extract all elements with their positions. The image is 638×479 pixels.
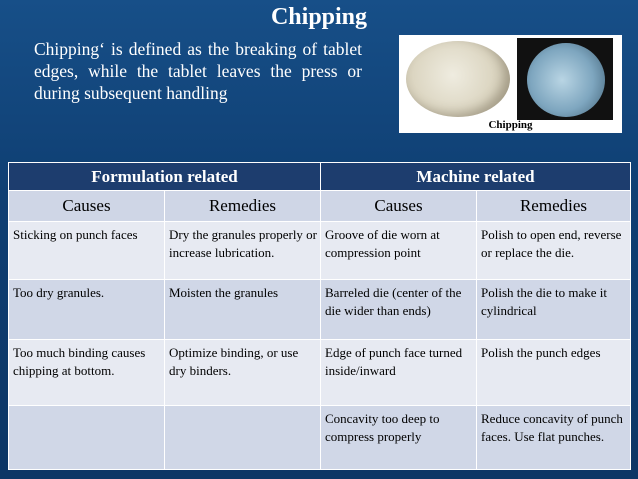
subheader-remedies: Remedies	[165, 191, 321, 222]
figure-caption: Chipping	[488, 119, 533, 131]
table-cell: Too much binding causes chipping at bottom.	[9, 340, 165, 406]
table-cell: Concavity too deep to compress properly	[321, 406, 477, 470]
table-row	[9, 280, 631, 340]
table-cell: Polish the punch edges	[477, 340, 631, 406]
group-header-formulation: Formulation related	[9, 163, 321, 191]
page-title: Chipping	[270, 4, 368, 30]
subheader-remedies: Remedies	[477, 191, 631, 222]
table-cell: Groove of die worn at compression point	[321, 222, 477, 280]
white-tablet-image	[406, 41, 510, 117]
table-cell: Moisten the granules	[165, 280, 321, 340]
table-cell: Sticking on punch faces	[9, 222, 165, 280]
table-row	[9, 340, 631, 406]
intro-paragraph: Chipping‘ is defined as the breaking of tablet edges, while the tablet leaves the press or during subsequent handling	[34, 39, 362, 103]
blue-tablet-image	[527, 43, 605, 117]
table-cell: Dry the granules properly or increase lubrication.	[165, 222, 321, 280]
subheader-causes: Causes	[321, 191, 477, 222]
table-cell: Too dry granules.	[9, 280, 165, 340]
table-cell: Polish the die to make it cylindrical	[477, 280, 631, 340]
table-row	[9, 406, 631, 470]
table-cell: Optimize binding, or use dry binders.	[165, 340, 321, 406]
table-row	[9, 222, 631, 280]
table-cell: Polish to open end, reverse or replace the die.	[477, 222, 631, 280]
table-cell	[165, 406, 321, 470]
subheader-causes: Causes	[9, 191, 165, 222]
table-cell: Reduce concavity of punch faces. Use flat punches.	[477, 406, 631, 470]
table-cell: Barreled die (center of the die wider than ends)	[321, 280, 477, 340]
chipping-figure	[399, 35, 622, 133]
chipping-table	[8, 162, 631, 470]
table-cell	[9, 406, 165, 470]
group-header-machine: Machine related	[321, 163, 631, 191]
table-cell: Edge of punch face turned inside/inward	[321, 340, 477, 406]
